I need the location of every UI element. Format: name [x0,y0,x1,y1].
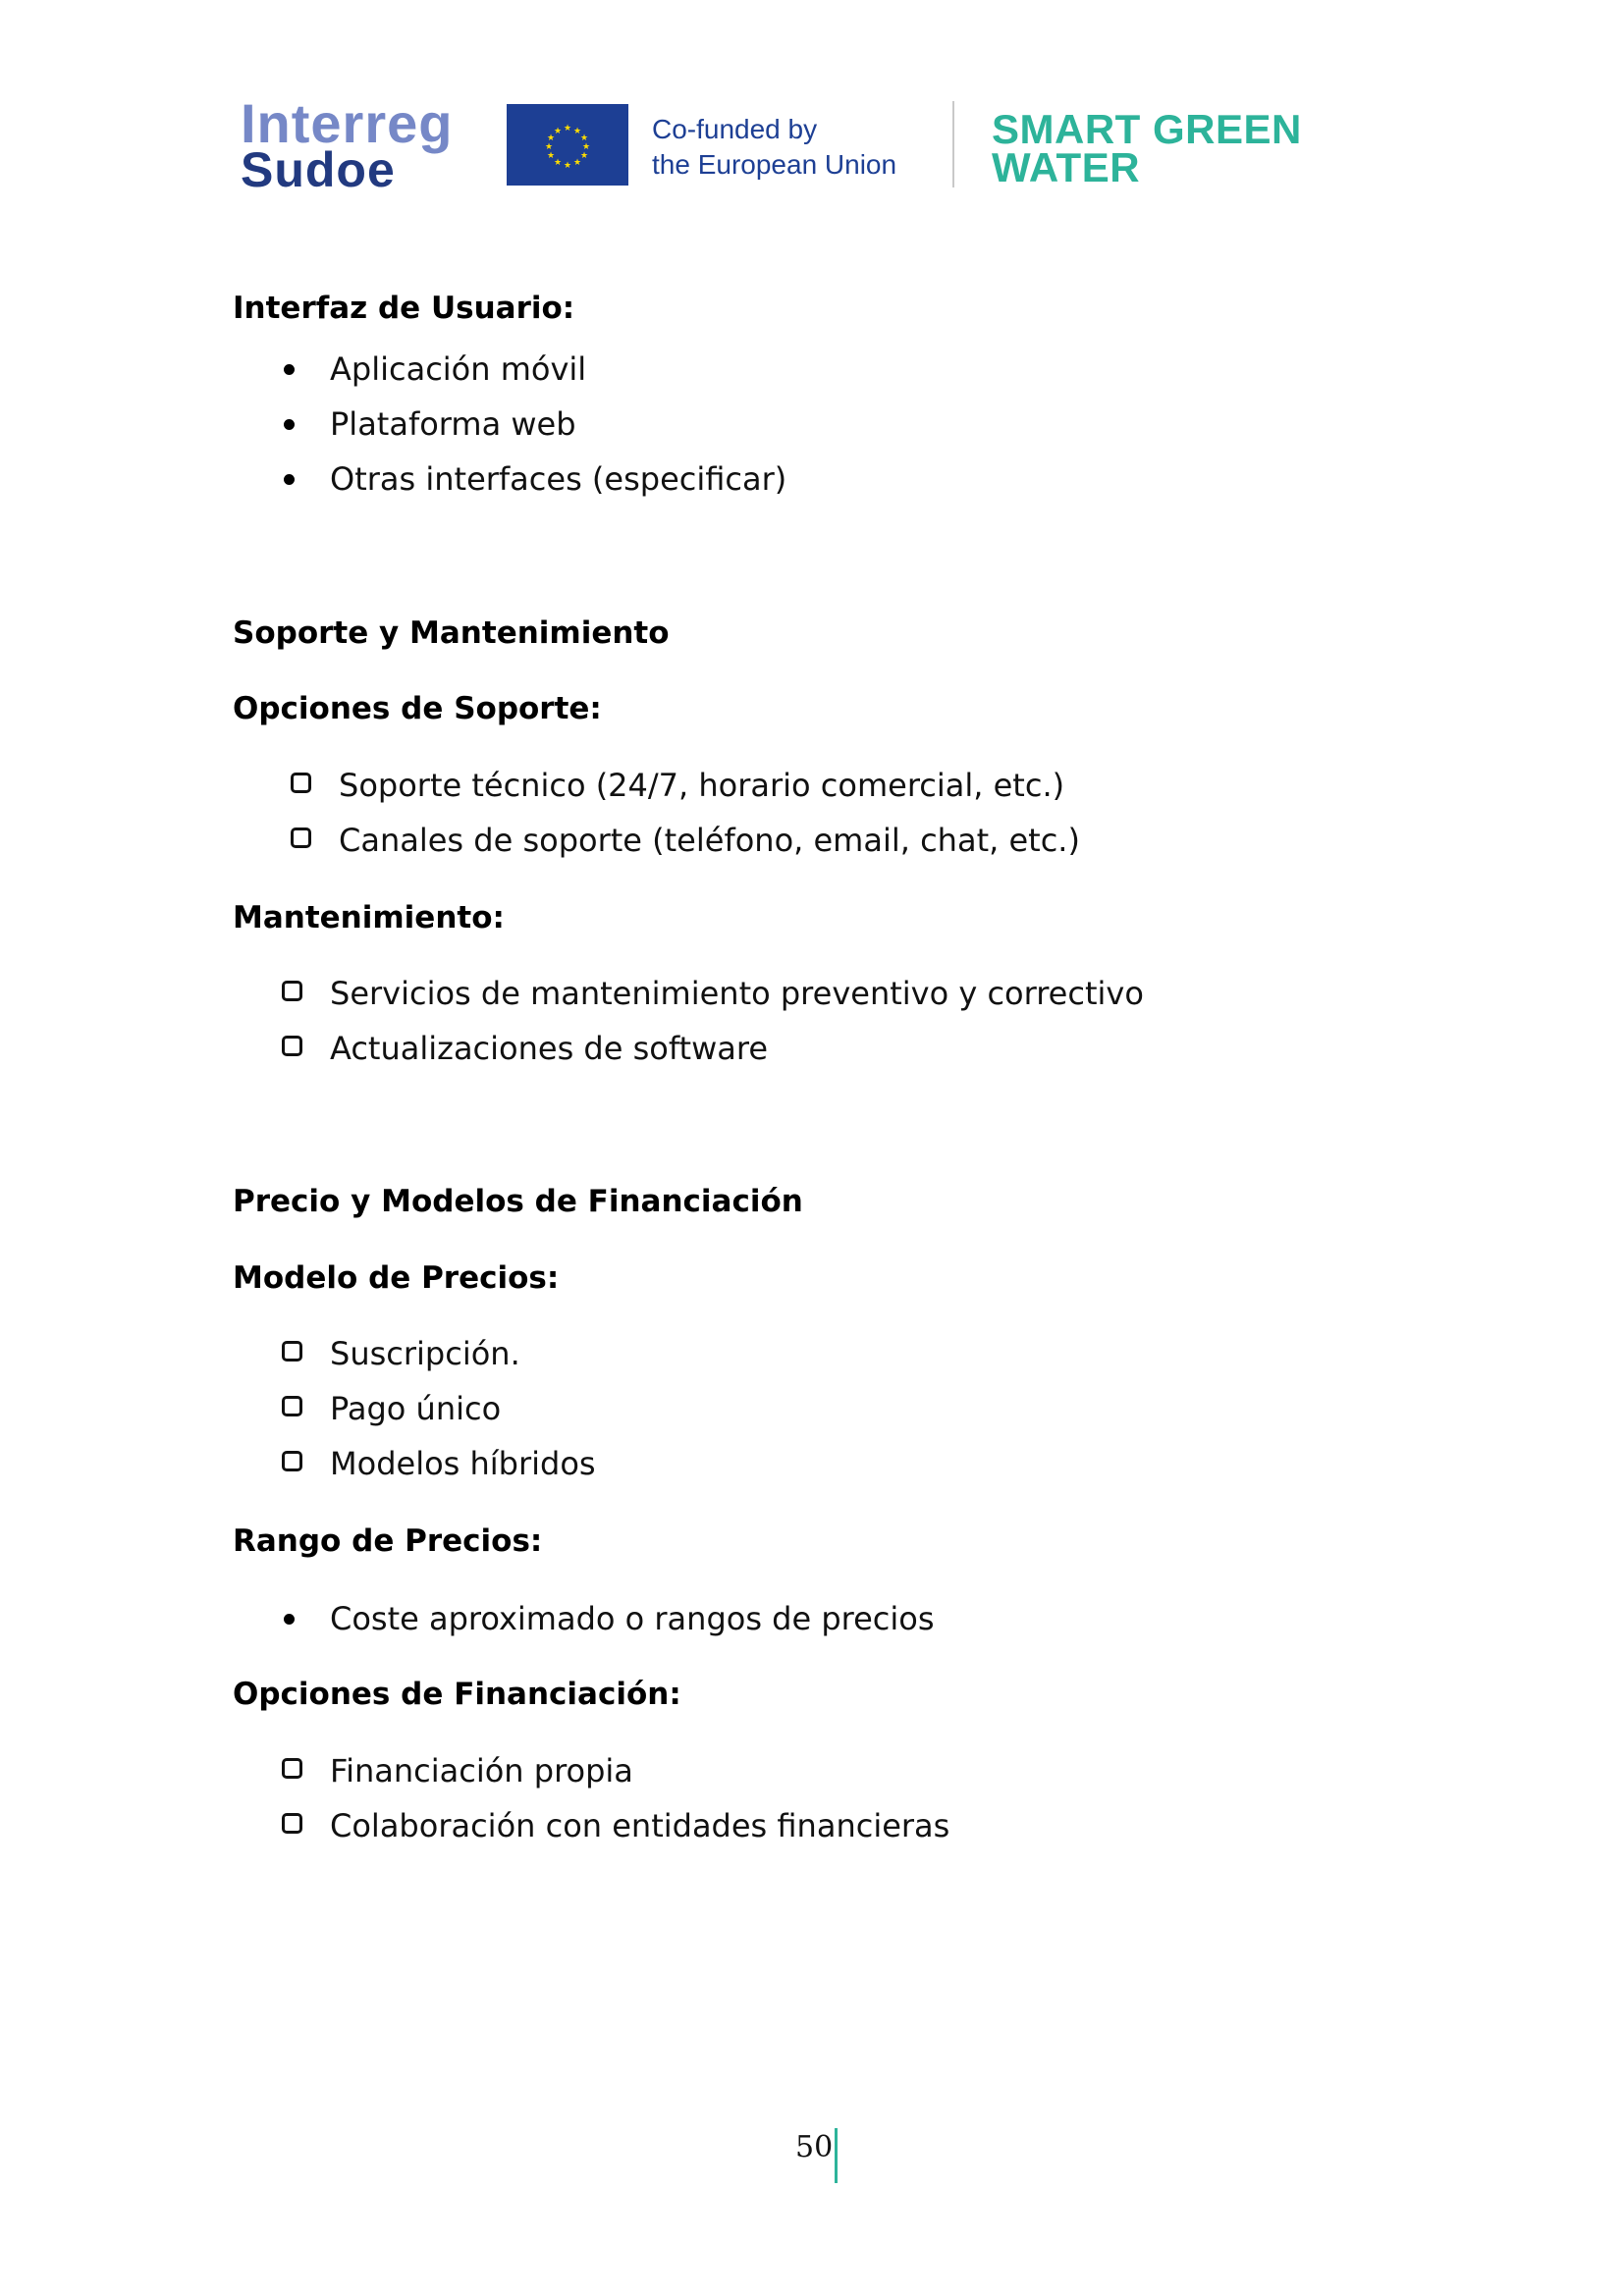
header-divider [952,101,954,187]
page-number-bar [835,2128,838,2183]
svg-text:★: ★ [581,142,591,152]
page-number: 50 [795,2130,834,2164]
eu-flag-icon [507,104,628,186]
checkbox-icon [282,1813,302,1834]
checkbox-icon [282,1341,302,1362]
checkbox-icon [282,981,302,1001]
bullet-icon [284,419,295,430]
list-item: Coste aproximado o rangos de precios [330,1600,935,1637]
bullet-icon [284,1614,295,1625]
checkbox-icon [282,1036,302,1056]
checkbox-icon [291,773,311,793]
heading-opciones-financiacion: Opciones de Financiación: [233,1677,681,1712]
project-logo-line1: SMART GREEN [992,106,1302,152]
list-item: Otras interfaces (especificar) [330,460,787,498]
checklist-item: Pago único [330,1390,502,1427]
interreg-sudoe-logo [241,92,454,197]
interreg-logo-line2: Sudoe [241,142,396,197]
page-header [0,0,1624,206]
checkbox-icon [282,1396,302,1416]
checklist-item: Suscripción. [330,1335,520,1372]
heading-interfaz-usuario: Interfaz de Usuario: [233,291,575,326]
svg-text:★: ★ [563,124,572,133]
checklist-item: Soporte técnico (24/7, horario comercial, etc.) [339,767,1065,804]
svg-text:★: ★ [579,151,589,161]
interreg-logo-line1: Interreg [241,92,454,154]
svg-text:★: ★ [553,127,563,136]
list-item: Plataforma web [330,405,576,443]
checklist-item: Servicios de mantenimiento preventivo y correctivo [330,975,1144,1012]
heading-rango-precios: Rango de Precios: [233,1523,543,1559]
svg-text:★: ★ [546,133,556,143]
heading-soporte-mantenimiento: Soporte y Mantenimiento [233,615,670,651]
svg-text:★: ★ [572,158,582,168]
bullet-icon [284,474,295,485]
checklist-item: Modelos híbridos [330,1445,596,1482]
svg-text:★: ★ [572,127,582,136]
svg-text:★: ★ [563,161,572,171]
checkbox-icon [282,1758,302,1779]
checklist-item: Actualizaciones de software [330,1030,769,1067]
checkbox-icon [291,828,311,848]
cofunded-line2: the European Union [652,149,897,180]
cofunded-text [652,112,896,183]
heading-mantenimiento: Mantenimiento: [233,900,505,935]
heading-modelo-precios: Modelo de Precios: [233,1260,560,1296]
checklist-item: Financiación propia [330,1752,633,1789]
cofunded-line1: Co-funded by [652,114,818,144]
svg-text:★: ★ [579,133,589,143]
svg-text:★: ★ [546,151,556,161]
heading-opciones-soporte: Opciones de Soporte: [233,691,602,726]
eu-stars-icon [507,104,628,186]
list-item: Aplicación móvil [330,350,587,388]
heading-precio-financiacion: Precio y Modelos de Financiación [233,1184,803,1219]
project-logo-line2: WATER [992,144,1141,190]
svg-text:★: ★ [553,158,563,168]
smart-green-water-logo [992,106,1302,190]
checklist-item: Canales de soporte (teléfono, email, chat, etc.) [339,822,1080,859]
checklist-item: Colaboración con entidades financieras [330,1807,950,1844]
svg-text:★: ★ [544,142,554,152]
bullet-icon [284,364,295,375]
checkbox-icon [282,1451,302,1471]
